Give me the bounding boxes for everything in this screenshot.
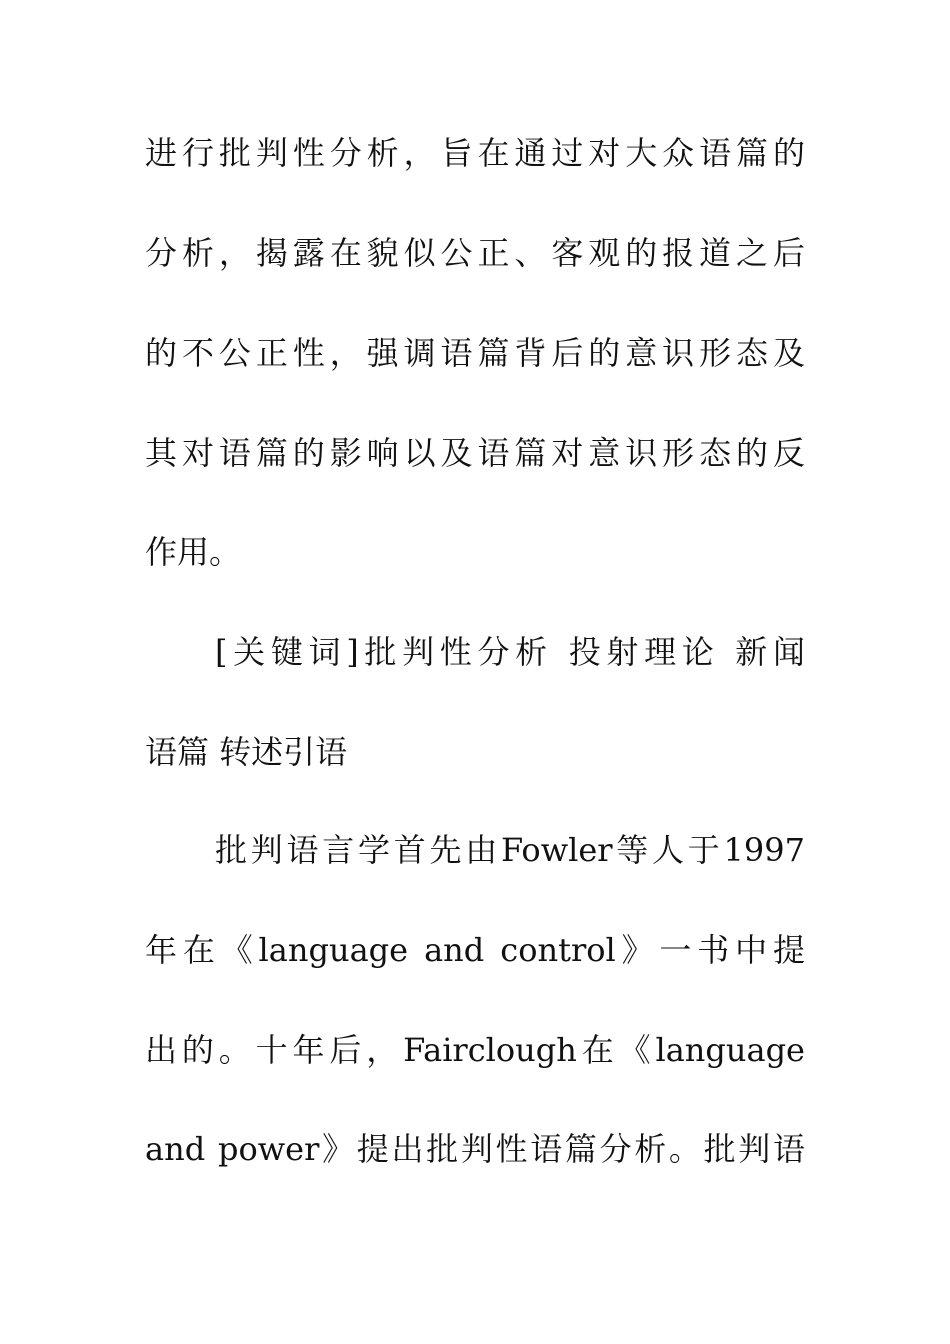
- keywords-line-2: 语篇 转述引语: [145, 733, 348, 771]
- text-line-9: 年在《language and control》一书中提: [145, 931, 805, 969]
- text-line-4: 其对语篇的影响以及语篇对意识形态的反: [145, 434, 805, 472]
- keywords-line-1: [关键词]批判性分析 投射理论 新闻: [215, 633, 805, 671]
- text-line-8: 批判语言学首先由Fowler等人于1997: [215, 831, 805, 869]
- text-line-5: 作用。: [145, 533, 242, 571]
- text-line-10: 出的。十年后，Fairclough在《language: [145, 1031, 805, 1069]
- text-line-2: 分析，揭露在貌似公正、客观的报道之后: [145, 234, 805, 272]
- text-line-3: 的不公正性，强调语篇背后的意识形态及: [145, 334, 805, 372]
- text-line-11: and power》提出批判性语篇分析。批判语: [145, 1130, 805, 1168]
- text-line-1: 进行批判性分析，旨在通过对大众语篇的: [145, 134, 805, 172]
